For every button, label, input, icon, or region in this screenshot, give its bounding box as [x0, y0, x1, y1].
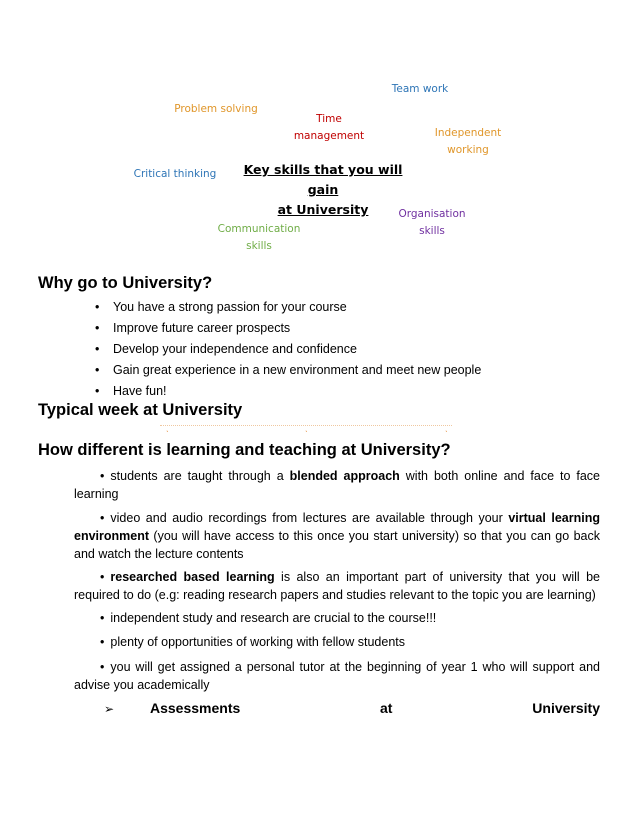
key-skills-title-line2: at University — [277, 202, 369, 217]
how-point-fellow — [74, 633, 600, 651]
list-item: • Develop your independence and confidence — [95, 339, 481, 360]
skill-communication — [214, 221, 304, 255]
skill-problem-solving — [168, 101, 264, 118]
faint-mark: ˎ — [305, 422, 308, 432]
skill-label: Communication — [217, 223, 301, 235]
bullet-icon: • — [100, 635, 105, 649]
skill-label: skills — [419, 225, 445, 237]
bullet-icon: • — [100, 611, 105, 625]
list-item: • You have a strong passion for your course — [95, 297, 481, 318]
typical-week-heading: Typical week at University — [38, 401, 243, 419]
text: is also an important part of university that you will be required to do (e.g: reading research papers and studies relevant to the topic you are learning) — [74, 570, 601, 602]
text: with both online and face to face learning — [74, 469, 601, 501]
text: video and audio recordings from lectures are available through your — [110, 511, 509, 525]
skill-label: Time — [316, 113, 342, 125]
bullet-icon: • — [100, 570, 105, 584]
key-skills-title-line1: Key skills that you will gain — [243, 162, 403, 197]
bold-text: researched based learning — [110, 570, 275, 584]
skill-time-management — [284, 111, 374, 145]
faint-mark: ˎ — [445, 422, 448, 432]
how-point-tutor — [74, 658, 600, 694]
skill-label: management — [293, 130, 365, 142]
bold-text: virtual learning environment — [74, 511, 600, 543]
skill-independent-working — [426, 125, 510, 159]
bullet-icon: • — [100, 469, 105, 483]
skill-label: Team work — [391, 83, 449, 95]
text: (you will have access to this once you start university) so that you can go back and watch the lecture contents — [74, 529, 600, 561]
bold-text: blended approach — [289, 469, 400, 483]
text: you will get assigned a personal tutor at the beginning of year 1 who will support and advise you academically — [74, 660, 600, 692]
skill-label: Organisation — [398, 208, 466, 220]
how-point-blended — [74, 467, 600, 503]
how-point-independent — [74, 609, 600, 627]
faint-mark: ˎ — [166, 422, 169, 432]
arrow-icon: ➢ — [104, 702, 115, 716]
assessments-word: Assessments — [150, 700, 241, 716]
bullet-icon: • — [100, 511, 105, 525]
bullet-icon: • — [100, 660, 105, 674]
at-word: at — [380, 700, 393, 716]
skill-organisation — [392, 206, 472, 240]
why-list — [95, 297, 481, 402]
text: students are taught through a — [110, 469, 290, 483]
skill-label: Critical thinking — [133, 168, 217, 180]
skill-label: Problem solving — [174, 103, 258, 115]
skill-label: working — [447, 144, 489, 156]
assessments-heading — [104, 700, 600, 720]
how-point-research — [74, 568, 600, 604]
text: plenty of opportunities of working with fellow students — [110, 635, 405, 649]
list-item: • Improve future career prospects — [95, 318, 481, 339]
why-heading: Why go to University? — [38, 274, 213, 292]
text: independent study and research are crucial to the course!!! — [110, 611, 437, 625]
university-word: University — [532, 700, 600, 716]
key-skills-title — [232, 160, 414, 220]
list-item: • Gain great experience in a new environment and meet new people — [95, 360, 481, 381]
skill-team-work — [380, 81, 460, 98]
list-item: • Have fun! — [95, 381, 481, 402]
how-point-recordings — [74, 509, 600, 563]
how-heading: How different is learning and teaching at University? — [38, 441, 451, 459]
skill-label: skills — [246, 240, 272, 252]
skill-label: Independent — [434, 127, 502, 139]
skill-critical-thinking — [126, 166, 224, 183]
